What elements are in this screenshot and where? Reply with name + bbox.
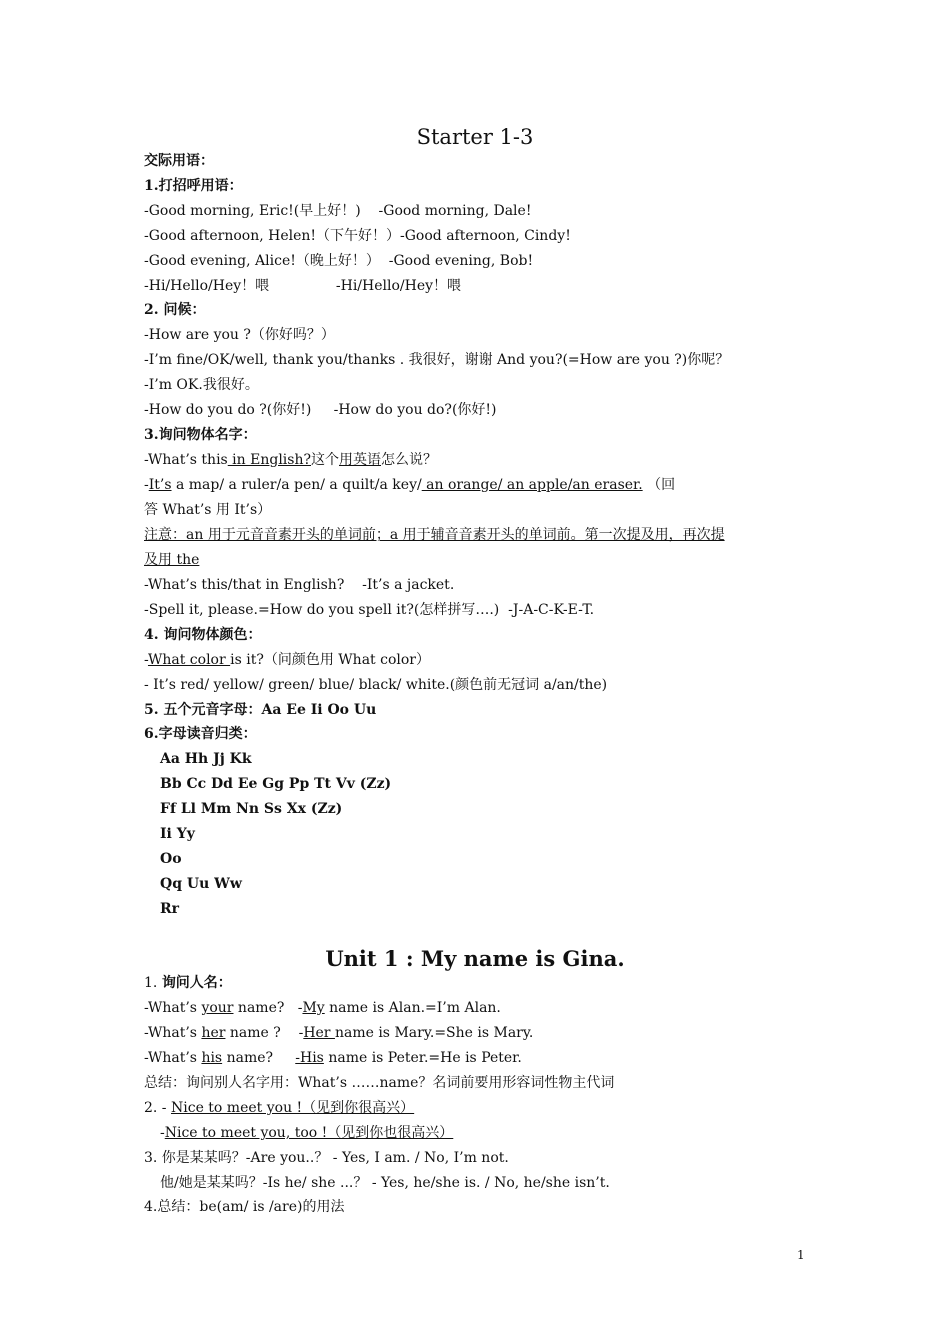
s1-line: -Hi/Hello/Hey！喂 -Hi/Hello/Hey！喂 <box>144 278 462 294</box>
s2-line: -How are you ?（你好吗？） <box>144 327 335 343</box>
unit1-line: 2. - Nice to meet you !（见到你很高兴） <box>144 1100 415 1116</box>
unit1-line: -What’s your name? -My name is Alan.=I’m Alan. <box>144 1000 501 1016</box>
s3-line: -It’s a map/ a ruler/a pen/ a quilt/a key/ an orange/ an apple/an eraser. （回 <box>144 477 676 493</box>
letter-group: Qq Uu Ww <box>160 876 242 892</box>
s3-heading: 3.询问物体名字： <box>144 427 257 443</box>
letter-group: Oo <box>160 851 182 867</box>
s3-line: 答 What’s 用 It’s） <box>144 502 272 518</box>
s1-line: -Good morning, Eric!(早上好！) -Good morning, Dale! <box>144 203 532 219</box>
s3-note: 及用 the <box>144 552 200 568</box>
unit1-heading: 1. 询问人名： <box>144 975 232 991</box>
letter-group: Rr <box>160 901 180 917</box>
s1-line: -Good afternoon, Helen!（下午好！）-Good afternoon, Cindy! <box>144 228 571 244</box>
s6-heading: 6.字母读音归类： <box>144 726 257 742</box>
s2-line: -How do you do ?(你好!) -How do you do?(你好!) <box>144 402 497 418</box>
unit1-line: -What’s her name ? -Her name is Mary.=She is Mary. <box>144 1025 534 1041</box>
s1-line: -Good evening, Alice!（晚上好！） -Good evening, Bob! <box>144 253 534 269</box>
letter-group: Ff Ll Mm Nn Ss Xx (Zz) <box>160 801 343 817</box>
unit1-line: 3. 你是某某吗？-Are you..？ - Yes, I am. / No, I’m not. <box>144 1150 509 1166</box>
starter-title: Starter 1-3 <box>416 125 534 149</box>
s3-line: -What’s this in English?这个用英语怎么说？ <box>144 452 437 468</box>
unit1-line: 4.总结：be(am/ is /are)的用法 <box>144 1199 345 1215</box>
letter-group: Bb Cc Dd Ee Gg Pp Tt Vv (Zz) <box>160 776 392 792</box>
page-number: 1 <box>797 1248 805 1262</box>
s3-note: 注意：an 用于元音音素开头的单词前；a 用于辅音音素开头的单词前。第一次提及用，再次提 <box>144 527 725 543</box>
s4-line: -What color is it?（问颜色用 What color） <box>144 652 430 668</box>
s1-heading: 1.打招呼用语： <box>144 178 243 194</box>
unit1-line: -Nice to meet you, too !（见到你也很高兴） <box>160 1125 454 1141</box>
s5-heading: 5. 五个元音字母：Aa Ee Ii Oo Uu <box>144 702 377 718</box>
unit1-title: Unit 1 : My name is Gina. <box>325 946 625 971</box>
letter-group: Aa Hh Jj Kk <box>160 751 252 767</box>
s2-line: -I’m OK.我很好。 <box>144 377 259 393</box>
s3-line: -Spell it, please.=How do you spell it?(怎样拼写….) -J-A-C-K-E-T. <box>144 602 595 618</box>
s3-line: -What’s this/that in English? -It’s a jacket. <box>144 577 455 593</box>
unit1-summary: 总结：询问别人名字用：What’s ……name？名词前要用形容词性物主代词 <box>144 1075 615 1091</box>
s4-line: - It’s red/ yellow/ green/ blue/ black/ white.(颜色前无冠词 a/an/the) <box>144 677 608 693</box>
s2-heading: 2. 问候： <box>144 302 206 318</box>
unit1-line: -What’s his name? -His name is Peter.=He is Peter. <box>144 1050 522 1066</box>
s4-heading: 4. 询问物体颜色： <box>144 627 262 643</box>
letter-group: Ii Yy <box>160 826 195 842</box>
s2-line: -I’m fine/OK/well, thank you/thanks . 我很好，谢谢 And you?(=How are you ?)你呢？ <box>144 352 730 368</box>
section-heading: 交际用语： <box>144 153 214 169</box>
unit1-line: 他/她是某某吗？-Is he/ she ...？ - Yes, he/she is. / No, he/she isn’t. <box>160 1175 610 1191</box>
